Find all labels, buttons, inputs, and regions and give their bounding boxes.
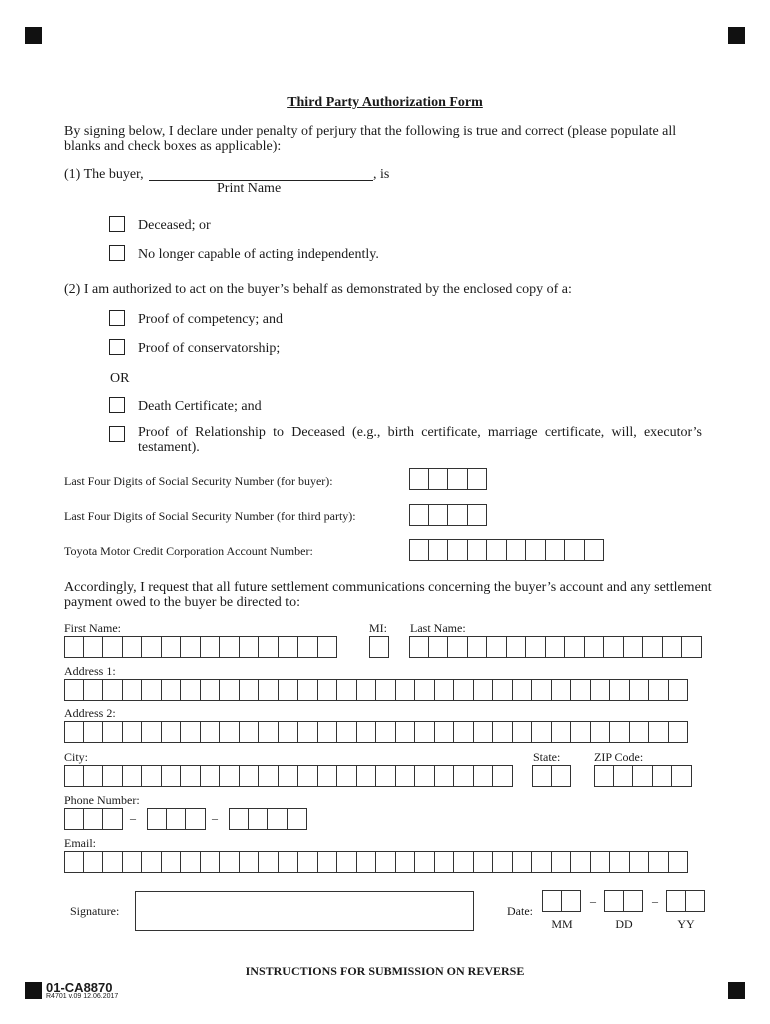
conservatorship-checkbox[interactable]: [109, 339, 125, 355]
input-cell[interactable]: [532, 765, 552, 787]
death-certificate-checkbox[interactable]: [109, 397, 125, 413]
phone-prefix-grid[interactable]: [147, 808, 206, 830]
input-cell[interactable]: [526, 636, 546, 658]
ssn-third-party-label: Last Four Digits of Social Security Number (for third party):: [64, 509, 356, 523]
section2-text: (2) I am authorized to act on the buyer’s behalf as demonstrated by the enclosed copy of a:: [64, 282, 572, 297]
input-cell[interactable]: [507, 636, 527, 658]
input-cell[interactable]: [649, 851, 669, 873]
input-cell[interactable]: [337, 679, 357, 701]
registration-mark-top-right: [728, 27, 745, 44]
ssn-third-party-grid[interactable]: [409, 504, 487, 526]
date-yy-caption: YY: [677, 917, 695, 931]
input-cell[interactable]: [610, 851, 630, 873]
registration-mark-top-left: [25, 27, 42, 44]
input-cell[interactable]: [552, 679, 572, 701]
input-cell[interactable]: [571, 679, 591, 701]
input-cell[interactable]: [591, 721, 611, 743]
input-cell[interactable]: [493, 765, 513, 787]
mi-grid[interactable]: [369, 636, 389, 658]
address2-grid[interactable]: [64, 721, 688, 743]
input-cell[interactable]: [259, 636, 279, 658]
phone-area-grid[interactable]: [64, 808, 123, 830]
first-name-label: First Name:: [64, 621, 121, 635]
input-cell[interactable]: [279, 765, 299, 787]
input-cell[interactable]: [513, 679, 533, 701]
input-cell[interactable]: [220, 636, 240, 658]
input-cell[interactable]: [220, 679, 240, 701]
input-cell[interactable]: [220, 851, 240, 873]
input-cell[interactable]: [240, 679, 260, 701]
input-cell[interactable]: [448, 468, 468, 490]
registration-mark-bottom-left: [25, 982, 42, 999]
not-independent-label: No longer capable of acting independently.: [138, 247, 379, 262]
date-dd-grid[interactable]: [604, 890, 643, 912]
input-cell[interactable]: [64, 808, 84, 830]
input-cell[interactable]: [376, 851, 396, 873]
input-cell[interactable]: [474, 851, 494, 873]
input-cell[interactable]: [279, 721, 299, 743]
input-cell[interactable]: [376, 679, 396, 701]
input-cell[interactable]: [123, 765, 143, 787]
input-cell[interactable]: [259, 851, 279, 873]
input-cell[interactable]: [220, 765, 240, 787]
input-cell[interactable]: [162, 851, 182, 873]
input-cell[interactable]: [64, 679, 84, 701]
input-cell[interactable]: [103, 765, 123, 787]
input-cell[interactable]: [396, 851, 416, 873]
date-mm-grid[interactable]: [542, 890, 581, 912]
input-cell[interactable]: [84, 636, 104, 658]
input-cell[interactable]: [435, 765, 455, 787]
input-cell[interactable]: [415, 851, 435, 873]
input-cell[interactable]: [448, 539, 468, 561]
input-cell[interactable]: [201, 851, 221, 873]
input-cell[interactable]: [468, 539, 488, 561]
input-cell[interactable]: [142, 721, 162, 743]
input-cell[interactable]: [604, 636, 624, 658]
zip-label: ZIP Code:: [594, 750, 644, 764]
input-cell[interactable]: [429, 539, 449, 561]
not-independent-checkbox[interactable]: [109, 245, 125, 261]
accordingly-text: Accordingly, I request that all future settlement communications concerning the buyer’s account and any settlement payment owed to the buyer be directed to:: [64, 580, 712, 610]
form-code: 01-CA8870: [46, 980, 113, 995]
input-cell[interactable]: [240, 636, 260, 658]
input-cell[interactable]: [357, 679, 377, 701]
input-cell[interactable]: [249, 808, 269, 830]
input-cell[interactable]: [376, 721, 396, 743]
city-label: City:: [64, 750, 89, 764]
input-cell[interactable]: [162, 636, 182, 658]
input-cell[interactable]: [103, 851, 123, 873]
form-title: Third Party Authorization Form: [287, 95, 483, 110]
input-cell[interactable]: [84, 721, 104, 743]
input-cell[interactable]: [268, 808, 288, 830]
date-dash-2: –: [652, 894, 658, 908]
state-grid[interactable]: [532, 765, 571, 787]
input-cell[interactable]: [552, 721, 572, 743]
first-name-grid[interactable]: [64, 636, 337, 658]
or-label: OR: [110, 371, 130, 386]
input-cell[interactable]: [409, 468, 429, 490]
input-cell[interactable]: [666, 890, 686, 912]
input-cell[interactable]: [298, 765, 318, 787]
last-name-label: Last Name:: [410, 621, 466, 635]
input-cell[interactable]: [123, 679, 143, 701]
input-cell[interactable]: [376, 765, 396, 787]
input-cell[interactable]: [298, 679, 318, 701]
form-revision: R4701 v.09 12.06.2017: [46, 993, 119, 1000]
input-cell[interactable]: [487, 636, 507, 658]
address1-grid[interactable]: [64, 679, 688, 701]
input-cell[interactable]: [468, 636, 488, 658]
intro-text: By signing below, I declare under penalty of perjury that the following is true and correct (please populate all blanks and check boxes as applicable):: [64, 124, 677, 154]
input-cell[interactable]: [279, 679, 299, 701]
input-cell[interactable]: [64, 851, 84, 873]
input-cell[interactable]: [279, 851, 299, 873]
input-cell[interactable]: [298, 721, 318, 743]
input-cell[interactable]: [181, 636, 201, 658]
death-certificate-label: Death Certificate; and: [138, 399, 262, 414]
input-cell[interactable]: [532, 721, 552, 743]
ssn-buyer-label: Last Four Digits of Social Security Number (for buyer):: [64, 474, 333, 488]
input-cell[interactable]: [448, 636, 468, 658]
input-cell[interactable]: [630, 851, 650, 873]
date-yy-grid[interactable]: [666, 890, 705, 912]
input-cell[interactable]: [142, 636, 162, 658]
input-cell[interactable]: [337, 721, 357, 743]
input-cell[interactable]: [142, 851, 162, 873]
input-cell[interactable]: [259, 679, 279, 701]
input-cell[interactable]: [669, 679, 689, 701]
input-cell[interactable]: [318, 679, 338, 701]
input-cell[interactable]: [624, 890, 644, 912]
input-cell[interactable]: [532, 679, 552, 701]
section1-suffix: , is: [373, 167, 390, 182]
input-cell[interactable]: [229, 808, 249, 830]
input-cell[interactable]: [318, 636, 338, 658]
input-cell[interactable]: [565, 539, 585, 561]
input-cell[interactable]: [84, 765, 104, 787]
input-cell[interactable]: [507, 539, 527, 561]
print-name-caption: Print Name: [217, 181, 282, 196]
buyer-name-line[interactable]: [149, 165, 373, 181]
input-cell[interactable]: [448, 504, 468, 526]
input-cell[interactable]: [220, 721, 240, 743]
input-cell[interactable]: [64, 765, 84, 787]
input-cell[interactable]: [429, 504, 449, 526]
input-cell[interactable]: [103, 721, 123, 743]
input-cell[interactable]: [513, 851, 533, 873]
input-cell[interactable]: [585, 636, 605, 658]
input-cell[interactable]: [337, 765, 357, 787]
input-cell[interactable]: [630, 721, 650, 743]
input-cell[interactable]: [614, 765, 634, 787]
phone-line-grid[interactable]: [229, 808, 307, 830]
phone-label: Phone Number:: [64, 793, 140, 807]
instructions-note: INSTRUCTIONS FOR SUBMISSION ON REVERSE: [245, 964, 525, 978]
input-cell[interactable]: [84, 808, 104, 830]
input-cell[interactable]: [571, 721, 591, 743]
address1-label: Address 1:: [64, 664, 116, 678]
input-cell[interactable]: [594, 765, 614, 787]
input-cell[interactable]: [357, 851, 377, 873]
input-cell[interactable]: [84, 851, 104, 873]
input-cell[interactable]: [201, 679, 221, 701]
input-cell[interactable]: [669, 851, 689, 873]
input-cell[interactable]: [318, 851, 338, 873]
input-cell[interactable]: [240, 721, 260, 743]
input-cell[interactable]: [487, 539, 507, 561]
input-cell[interactable]: [435, 721, 455, 743]
input-cell[interactable]: [454, 851, 474, 873]
input-cell[interactable]: [337, 851, 357, 873]
input-cell[interactable]: [669, 721, 689, 743]
input-cell[interactable]: [181, 765, 201, 787]
input-cell[interactable]: [435, 851, 455, 873]
phone-dash-2: –: [212, 811, 218, 825]
input-cell[interactable]: [649, 679, 669, 701]
competency-checkbox[interactable]: [109, 310, 125, 326]
deceased-label: Deceased; or: [138, 218, 211, 233]
input-cell[interactable]: [493, 851, 513, 873]
input-cell[interactable]: [552, 765, 572, 787]
input-cell[interactable]: [167, 808, 187, 830]
proof-relationship-label: Proof of Relationship to Deceased (e.g., birth certificate, marriage certificate, will, executor’s testament).: [138, 425, 702, 455]
input-cell[interactable]: [468, 504, 488, 526]
input-cell[interactable]: [643, 636, 663, 658]
input-cell[interactable]: [552, 851, 572, 873]
input-cell[interactable]: [409, 504, 429, 526]
input-cell[interactable]: [649, 721, 669, 743]
input-cell[interactable]: [435, 679, 455, 701]
input-cell[interactable]: [682, 636, 702, 658]
input-cell[interactable]: [84, 679, 104, 701]
input-cell[interactable]: [633, 765, 653, 787]
input-cell[interactable]: [103, 679, 123, 701]
input-cell[interactable]: [181, 721, 201, 743]
registration-mark-bottom-right: [728, 982, 745, 999]
input-cell[interactable]: [259, 721, 279, 743]
input-cell[interactable]: [546, 636, 566, 658]
input-cell[interactable]: [454, 765, 474, 787]
input-cell[interactable]: [542, 890, 562, 912]
input-cell[interactable]: [186, 808, 206, 830]
input-cell[interactable]: [591, 851, 611, 873]
input-cell[interactable]: [240, 851, 260, 873]
input-cell[interactable]: [181, 679, 201, 701]
input-cell[interactable]: [686, 890, 706, 912]
input-cell[interactable]: [493, 721, 513, 743]
input-cell[interactable]: [454, 721, 474, 743]
input-cell[interactable]: [147, 808, 167, 830]
input-cell[interactable]: [562, 890, 582, 912]
account-number-label: Toyota Motor Credit Corporation Account Number:: [64, 544, 313, 558]
competency-label: Proof of competency; and: [138, 312, 284, 327]
input-cell[interactable]: [123, 636, 143, 658]
input-cell[interactable]: [585, 539, 605, 561]
input-cell[interactable]: [279, 636, 299, 658]
input-cell[interactable]: [663, 636, 683, 658]
date-dd-caption: DD: [615, 917, 633, 931]
input-cell[interactable]: [318, 721, 338, 743]
input-cell[interactable]: [409, 539, 429, 561]
input-cell[interactable]: [474, 721, 494, 743]
input-cell[interactable]: [604, 890, 624, 912]
input-cell[interactable]: [468, 468, 488, 490]
input-cell[interactable]: [318, 765, 338, 787]
input-cell[interactable]: [103, 636, 123, 658]
input-cell[interactable]: [415, 765, 435, 787]
input-cell[interactable]: [162, 765, 182, 787]
input-cell[interactable]: [162, 679, 182, 701]
input-cell[interactable]: [201, 721, 221, 743]
section1-prefix: (1) The buyer,: [64, 167, 144, 182]
date-label: Date:: [507, 904, 533, 918]
input-cell[interactable]: [591, 679, 611, 701]
input-cell[interactable]: [369, 636, 389, 658]
input-cell[interactable]: [357, 721, 377, 743]
input-cell[interactable]: [571, 851, 591, 873]
input-cell[interactable]: [298, 851, 318, 873]
ssn-buyer-grid[interactable]: [409, 468, 487, 490]
email-grid[interactable]: [64, 851, 688, 873]
deceased-checkbox[interactable]: [109, 216, 125, 232]
input-cell[interactable]: [409, 636, 429, 658]
phone-dash-1: –: [130, 811, 136, 825]
input-cell[interactable]: [64, 636, 84, 658]
input-cell[interactable]: [672, 765, 692, 787]
input-cell[interactable]: [357, 765, 377, 787]
input-cell[interactable]: [103, 808, 123, 830]
input-cell[interactable]: [429, 468, 449, 490]
email-label: Email:: [64, 836, 96, 850]
mi-label: MI:: [369, 621, 387, 635]
account-number-grid[interactable]: [409, 539, 604, 561]
state-label: State:: [533, 750, 561, 764]
date-dash-1: –: [590, 894, 596, 908]
input-cell[interactable]: [298, 636, 318, 658]
input-cell[interactable]: [396, 721, 416, 743]
input-cell[interactable]: [624, 636, 644, 658]
zip-grid[interactable]: [594, 765, 692, 787]
input-cell[interactable]: [162, 721, 182, 743]
input-cell[interactable]: [123, 851, 143, 873]
input-cell[interactable]: [513, 721, 533, 743]
address2-label: Address 2:: [64, 706, 116, 720]
input-cell[interactable]: [142, 765, 162, 787]
input-cell[interactable]: [630, 679, 650, 701]
input-cell[interactable]: [142, 679, 162, 701]
city-grid[interactable]: [64, 765, 513, 787]
input-cell[interactable]: [653, 765, 673, 787]
input-cell[interactable]: [493, 679, 513, 701]
input-cell[interactable]: [610, 721, 630, 743]
input-cell[interactable]: [259, 765, 279, 787]
date-mm-caption: MM: [551, 917, 573, 931]
input-cell[interactable]: [610, 679, 630, 701]
input-cell[interactable]: [181, 851, 201, 873]
input-cell[interactable]: [123, 721, 143, 743]
input-cell[interactable]: [240, 765, 260, 787]
input-cell[interactable]: [429, 636, 449, 658]
signature-label: Signature:: [70, 904, 120, 918]
input-cell[interactable]: [396, 765, 416, 787]
input-cell[interactable]: [201, 765, 221, 787]
conservatorship-label: Proof of conservatorship;: [138, 341, 281, 356]
input-cell[interactable]: [415, 721, 435, 743]
input-cell[interactable]: [474, 679, 494, 701]
input-cell[interactable]: [201, 636, 221, 658]
input-cell[interactable]: [532, 851, 552, 873]
input-cell[interactable]: [415, 679, 435, 701]
input-cell[interactable]: [474, 765, 494, 787]
last-name-grid[interactable]: [409, 636, 702, 658]
input-cell[interactable]: [546, 539, 566, 561]
input-cell[interactable]: [64, 721, 84, 743]
input-cell[interactable]: [565, 636, 585, 658]
signature-box[interactable]: [135, 891, 474, 931]
input-cell[interactable]: [396, 679, 416, 701]
input-cell[interactable]: [288, 808, 308, 830]
input-cell[interactable]: [526, 539, 546, 561]
proof-relationship-checkbox[interactable]: [109, 426, 125, 442]
input-cell[interactable]: [454, 679, 474, 701]
